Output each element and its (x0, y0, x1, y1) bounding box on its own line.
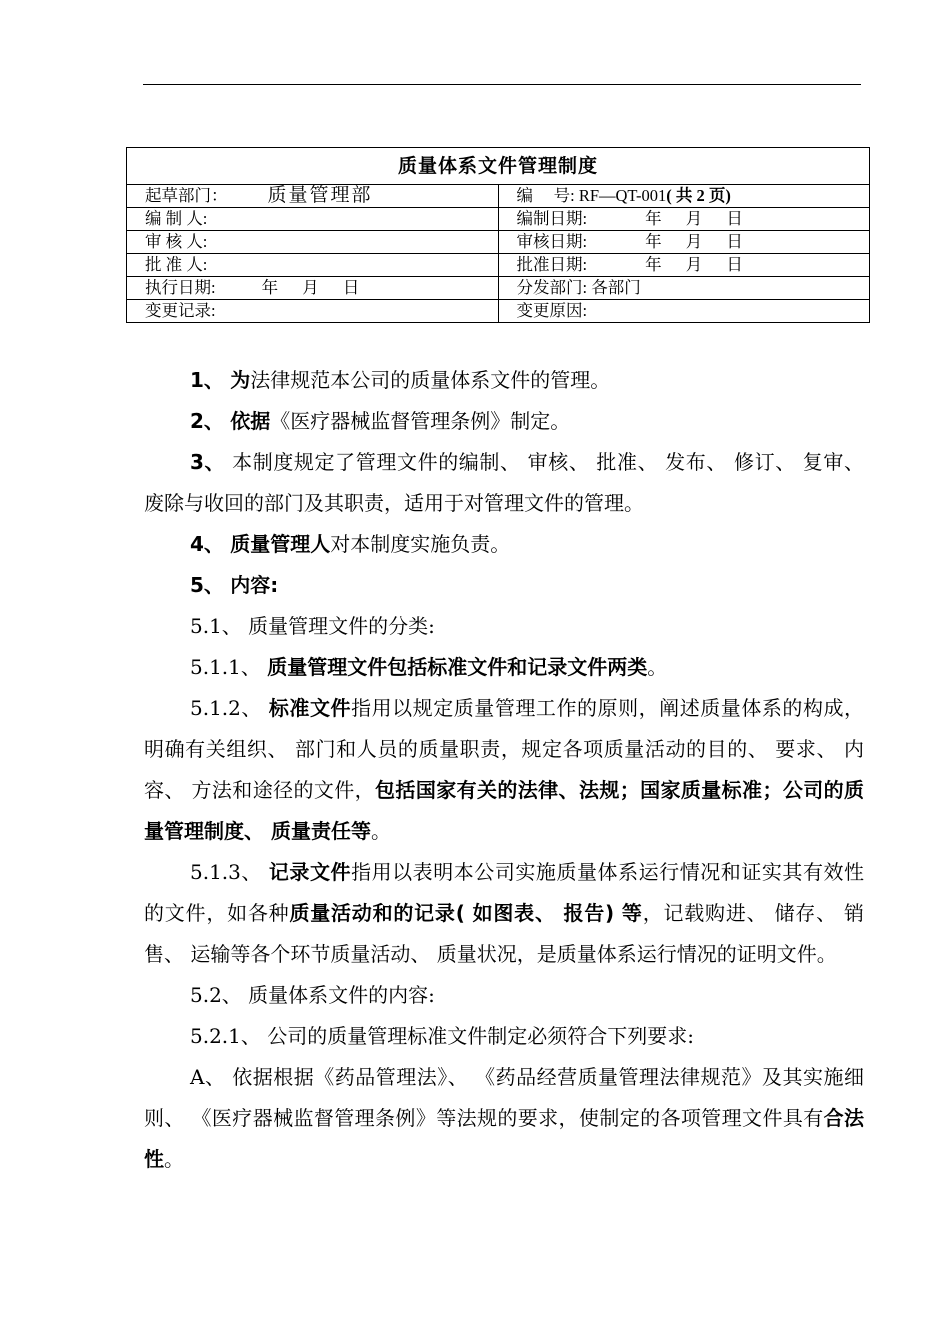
bold-text: 依据 (230, 409, 271, 433)
approve-date-cell (498, 254, 870, 277)
item-number: A、 (190, 1065, 226, 1089)
edit-date-cell (498, 208, 870, 231)
paragraph-1 (144, 360, 864, 401)
approver-label: 批 准 人: (145, 255, 208, 274)
review-date-value: 年 月 日 (645, 232, 743, 251)
top-rule (143, 84, 861, 85)
exec-date-cell (127, 277, 499, 300)
drafting-dept-cell (127, 185, 499, 208)
section-text: 指用以表明本公司实施质量体系运行情况和证实其有效性的文件，如各种 (144, 860, 865, 925)
edit-date-value: 年 月 日 (645, 209, 743, 228)
paragraph-text: 法律规范本公司的质量体系文件的管理。 (250, 368, 611, 392)
section-text: 指用以规定质量管理工作的原则，阐述质量体系的构成，明确有关组织、 部门和人员的质量职责，规定各项质量活动的目的、 要求、 内容、 方法和途径的文件， (144, 696, 865, 802)
paragraph-3 (144, 442, 864, 524)
paragraph-text: 本制度规定了管理文件的编制、 审核、 批准、 发布、 修订、 复审、 废除与收回的部门及其职责，适用于对管理文件的管理。 (144, 450, 864, 515)
paragraph-number: 4、 (190, 532, 224, 556)
document-header-table (126, 147, 870, 323)
change-reason-cell (498, 300, 870, 323)
bold-text: 质量活动和的记录( 如图表、 报告) 等 (289, 901, 643, 925)
paragraph-number: 5、 (190, 573, 224, 597)
bold-text: 为 (230, 368, 251, 392)
document-title: 质量体系文件管理制度 (127, 148, 870, 185)
distribution-cell (498, 277, 870, 300)
paragraph-number: 3、 (190, 450, 226, 474)
bold-text: 合法性 (144, 1106, 864, 1171)
paragraph-5 (144, 565, 864, 606)
change-record-label: 变更记录: (145, 301, 216, 320)
drafting-dept-value: 质量管理部 (267, 185, 373, 206)
item-text: 依据根据《药品管理法》、 《药品经营质量管理法律规范》及其实施细则、 《医疗器械监督管理条例》等法规的要求，使制定的各项管理文件具有 (144, 1065, 864, 1130)
bold-text: 质量管理人 (230, 532, 331, 556)
approver-cell (127, 254, 499, 277)
change-record-cell (127, 300, 499, 323)
editor-cell (127, 208, 499, 231)
section-5-1-1 (144, 647, 864, 688)
section-text: 5.2、 质量体系文件的内容: (190, 983, 435, 1007)
paragraph-number: 2、 (190, 409, 224, 433)
editor-label: 编 制 人: (145, 209, 208, 228)
document-number-cell (498, 185, 870, 208)
section-number: 5.1.1、 (190, 655, 261, 679)
exec-date-label: 执行日期: (145, 278, 216, 297)
section-text: 。 (370, 819, 391, 843)
page-count: ( 共 2 页) (666, 186, 731, 205)
section-number: 5.1.3、 (190, 860, 262, 884)
section-text: 5.1、 质量管理文件的分类: (190, 614, 435, 638)
bold-text: 质量管理文件包括标准文件和记录文件两类 (267, 655, 648, 679)
reviewer-label: 审 核 人: (145, 232, 208, 251)
reviewer-cell (127, 231, 499, 254)
approve-date-value: 年 月 日 (645, 255, 743, 274)
item-a (144, 1057, 864, 1180)
bold-text: 标准文件 (268, 696, 352, 720)
item-text: 。 (164, 1147, 184, 1171)
paragraph-4 (144, 524, 864, 565)
document-body (144, 360, 864, 1180)
edit-date-label: 编制日期: (516, 209, 588, 228)
bold-text: 内容: (230, 573, 279, 597)
paragraph-number: 1、 (190, 368, 224, 392)
change-reason-label: 变更原因: (516, 301, 588, 320)
section-text: ，记载购进、 储存、 销售、 运输等各个环节质量活动、 质量状况，是质量体系运行情况的证明文件。 (144, 901, 865, 966)
section-5-2 (144, 975, 864, 1016)
section-5-1-2 (144, 688, 864, 852)
approve-date-label: 批准日期: (516, 255, 588, 274)
section-5-2-1 (144, 1016, 864, 1057)
exec-date-value: 年 月 日 (261, 278, 360, 297)
section-number: 5.1.2、 (190, 696, 262, 720)
section-5-1 (144, 606, 864, 647)
section-text: 5.2.1、 公司的质量管理标准文件制定必须符合下列要求: (190, 1024, 694, 1048)
document-number: 编 号: RF—QT-001 (516, 186, 667, 205)
review-date-label: 审核日期: (516, 232, 588, 251)
distribution-label: 分发部门: 各部门 (516, 278, 641, 297)
section-text: 。 (647, 655, 668, 679)
paragraph-2 (144, 401, 864, 442)
section-5-1-3 (144, 852, 864, 975)
drafting-dept-label: 起草部门： (145, 186, 228, 205)
bold-text: 包括国家有关的法律、法规；国家质量标准；公司的质量管理制度、 质量责任等 (144, 778, 865, 843)
paragraph-text: 对本制度实施负责。 (330, 532, 511, 556)
paragraph-text: 《医疗器械监督管理条例》制定。 (270, 409, 571, 433)
review-date-cell (498, 231, 870, 254)
bold-text: 记录文件 (268, 860, 352, 884)
